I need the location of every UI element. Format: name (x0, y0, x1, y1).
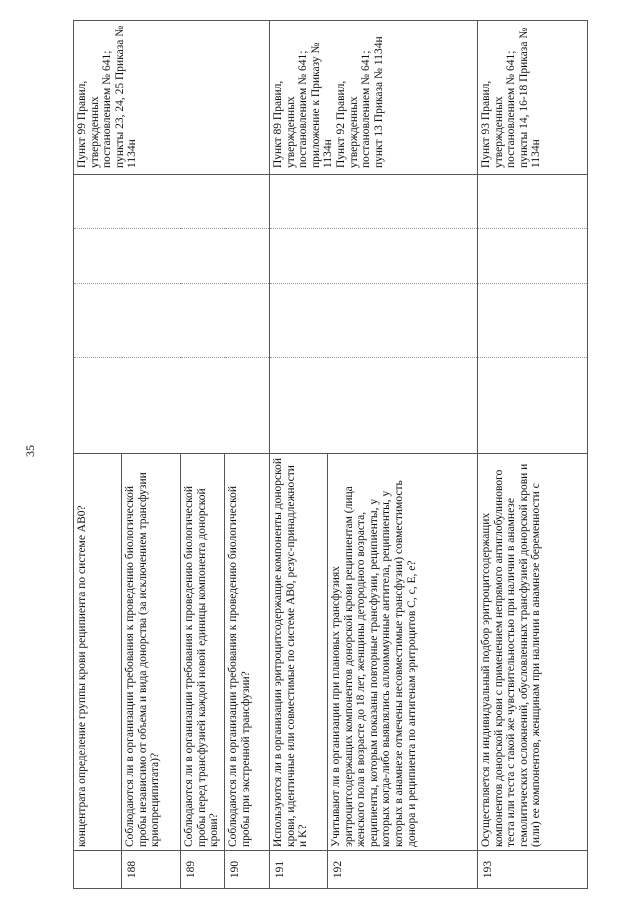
legal-reference (270, 21, 478, 175)
row-number (74, 851, 122, 889)
empty-cell (478, 284, 588, 358)
document-table (73, 20, 588, 889)
empty-cell (270, 175, 478, 229)
empty-cell (74, 229, 270, 284)
table-row (478, 21, 588, 889)
row-number: 193 (478, 851, 588, 889)
row-number: 188 (122, 851, 181, 889)
question-text: Осуществляется ли индивидуальный подбор эритроцитсодержащих компонентов донорской крови с применением непрямого антиглобулинового теста или теста с такой же чувствительностью при наличии в анамнезе гемолитических осложнений, обусловленных трансфузией донорской крови и (или) ее компонентов, женщинам при наличии в анамнезе беременности с (478, 454, 588, 851)
empty-cell (74, 175, 270, 229)
legal-reference (478, 21, 588, 175)
empty-cell (270, 229, 478, 284)
empty-cell (74, 358, 270, 454)
empty-cell (478, 358, 588, 454)
row-number: 190 (225, 851, 270, 889)
empty-cell (270, 284, 478, 358)
legal-reference (74, 21, 270, 175)
reference-text: Пункт 89 Правил, утвержденных постановлением № 641; приложение к Приказу № 1134н (272, 42, 335, 168)
question-text: Соблюдаются ли в организации требования к проведению биологической пробы независимо от объема и вида донорства (за исключением трансфузии криопреципитата)? (122, 454, 181, 851)
question-text: концентрата определение группы крови реципиента по системе AB0? (74, 454, 122, 851)
empty-cell (270, 358, 478, 454)
empty-cell (74, 284, 270, 358)
question-text: Учитывают ли в организации при плановых трансфузиях эритроцитсодержащих компонентов донорской крови реципиентам (лица женского пола в возрасте до 18 лет, женщины детородного возраста, реципиенты, которым показаны повторные трансфузии, реципиенты, у которых когда-либо выявлялись аллоиммунные антитела, реципиенты, у которых в анамнезе отмечены несовместимые трансфузии) совместимость донора и реципиента по антигенам эритроцитов C, c, E, e? (328, 454, 478, 851)
page-number: 35 (23, 445, 37, 457)
row-number: 191 (270, 851, 328, 889)
table-row (74, 21, 122, 889)
reference-text: Пункт 92 Правил, утвержденных постановлением № 641; пункт 13 Приказа № 1134н (334, 36, 385, 168)
question-text: Соблюдаются ли в организации требования к проведению биологической пробы перед трансфузией каждой новой единицы компонента донорской крови? (181, 454, 225, 851)
reference-text: Пункт 93 Правил, утвержденных постановлением № 641; пункты 14, 16-18 Приказа № 1134н (480, 27, 543, 168)
reference-text: Пункт 99 Правил, утвержденных постановлением № 641; пункты 23, 24, 25 Приказа № 1134н (76, 25, 139, 168)
empty-cell (478, 229, 588, 284)
row-number: 189 (181, 851, 225, 889)
table-row (270, 21, 328, 889)
row-number: 192 (328, 851, 478, 889)
question-text: Соблюдаются ли в организации требования к проведению биологической пробы при экстренной трансфузии? (225, 454, 270, 851)
question-text: Используются ли в организации эритроцитсодержащие компоненты донорской крови, идентичные или совместимые по системе AB0, резус-принадлежности и K? (270, 454, 328, 851)
empty-cell (478, 175, 588, 229)
